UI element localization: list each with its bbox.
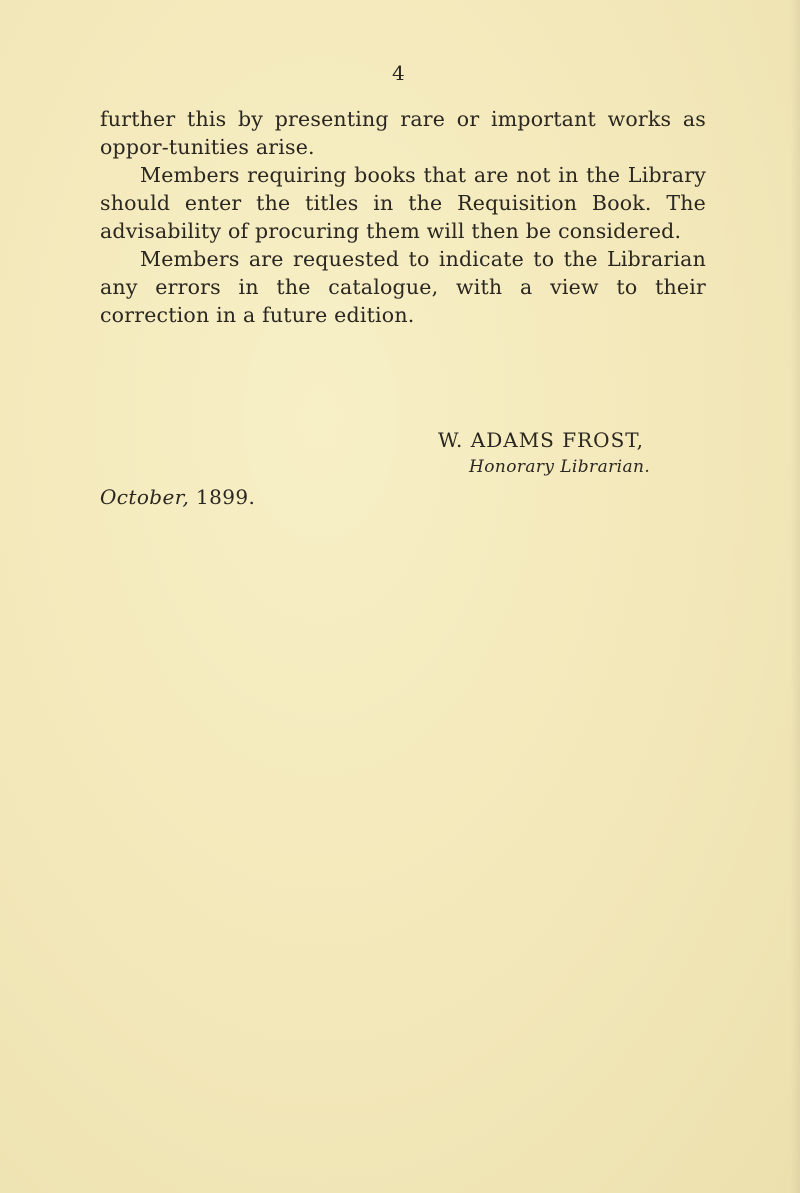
paragraph-requisitions: Members requiring books that are not in the Library should enter the titles in the Requisition Book. The advisability of procuring them will then be considered. <box>100 163 706 243</box>
date-line <box>100 485 255 509</box>
signature-name: W. ADAMS FROST, <box>438 428 645 452</box>
paragraph-errors: Members are requested to indicate to the Librarian any errors in the catalogue, with a view to their correction in a future edition. <box>100 247 706 327</box>
date-month: October, <box>100 485 190 509</box>
page-number: 4 <box>392 61 406 85</box>
page-edge-shadow <box>790 0 800 1193</box>
paragraph-continuation: further this by presenting rare or important works as oppor-tunities arise. <box>100 107 706 159</box>
date-year: 1899. <box>196 485 256 509</box>
signature-title: Honorary Librarian. <box>469 457 651 477</box>
body-text <box>100 105 706 329</box>
